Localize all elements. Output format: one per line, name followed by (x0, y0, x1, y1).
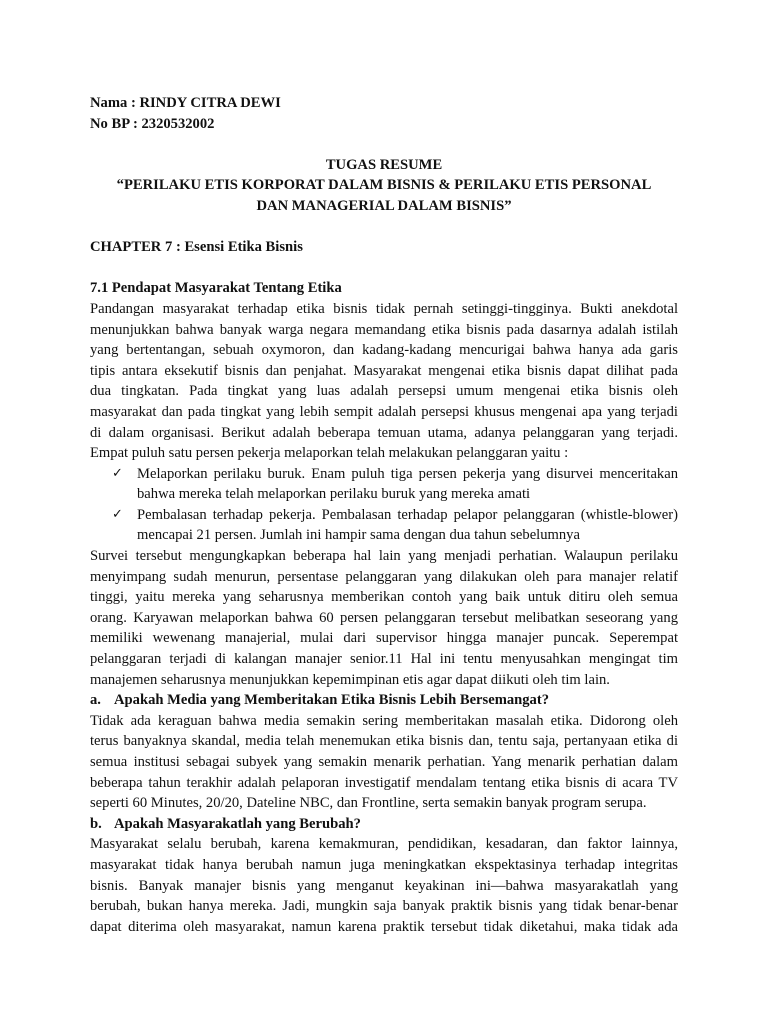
spacer (90, 217, 678, 238)
paragraph-line: menunjukkan bahwa banyak warga negara memandang etika bisnis pada dasarnya adalah istilah (90, 321, 678, 338)
subsection-a-heading (90, 690, 678, 711)
paragraph-line: yang bertentangan, sebuah oxymoron, dan kadang-kadang mencurigai bahwa hanya ada garis (90, 342, 678, 359)
paragraph-line: Pandangan masyarakat terhadap etika bisnis tidak pernah setinggi-tingginya. Bukti anekdotal (90, 300, 678, 317)
list-item-line: Pembalasan terhadap pekerja. Pembalasan terhadap pelapor pelanggaran (whistle-blower) (137, 506, 678, 523)
paragraph-line: masyarakat dan pada tingkat yang lebih sempit adalah persepsi khusus mengenai apa yang terjadi (90, 403, 678, 420)
paragraph-line: dapat diterima oleh masyarakat, namun karena praktik tersebut tidak diketahui, maka tidak ada (90, 918, 678, 935)
checkmark-icon: ✓ (112, 506, 123, 522)
paragraph-sub-a (90, 711, 678, 814)
subsection-title: Apakah Media yang Memberitakan Etika Bisnis Lebih Bersemangat? (114, 692, 550, 709)
spacer (90, 134, 678, 155)
paragraph-line: pelanggaran terjadi di kalangan manajer senior.11 Hal ini tentu menyusahkan mengingat tim (90, 651, 678, 668)
paragraph-line: berubah, bukan hanya mereka. Jadi, mungkin saja banyak praktik bisnis yang tidak benar-benar (90, 898, 678, 915)
list-item (90, 464, 678, 505)
paragraph-line: di dalam organisasi. Berikut adalah beberapa temuan utama, adanya pelanggaran yang terjadi. (90, 424, 678, 441)
paragraph-line: memiliki wewenang manajerial, mulai dari supervisor hingga manajer puncak. Seperempat (90, 630, 678, 647)
paragraph-line: Empat puluh satu persen pekerja melaporkan telah melakukan pelanggaran yaitu : (90, 445, 569, 462)
document-title-label: TUGAS RESUME (325, 156, 443, 173)
paragraph-line: bisnis. Banyak manajer bisnis yang menganut keyakinan ini—bahwa masyarakatlah yang (90, 877, 678, 894)
paragraph-line: orang. Karyawan melaporkan bahwa 60 persen pelanggaran tersebut melibatkan seseorang yang (90, 609, 678, 626)
paragraph-line: tipis antara eksekutif bisnis dan penjahat. Masyarakat mengenai etika bisnis dapat dilihat pada (90, 362, 678, 379)
paragraph-line: Masyarakat selalu berubah, karena kemakmuran, pendidikan, kesadaran, dan faktor lainnya, (90, 836, 678, 853)
paragraph-sub-b (90, 834, 678, 937)
paragraph-line: tinggi, yaitu mereka yang seharusnya memberikan contoh yang baik untuk ditiru oleh semua (90, 589, 678, 606)
list-item-line: mencapai 21 persen. Jumlah ini hampir sama dengan dua tahun sebelumnya (137, 527, 580, 544)
paragraph-line: terus banyaknya skandal, media telah menemukan etika bisnis dan, tentu saja, pertanyaan etika di (90, 733, 678, 750)
checklist (90, 464, 678, 546)
subsection-b-heading (90, 814, 678, 835)
spacer (90, 258, 678, 279)
student-name: Nama : RINDY CITRA DEWI (90, 95, 281, 111)
list-item-line: bahwa mereka telah melaporkan perilaku buruk yang mereka amati (137, 486, 531, 503)
paragraph-line: beberapa tahun terakhir adalah pelaporan investigatif mendalam tentang etika bisnis di acara TV (90, 774, 678, 791)
paragraph-line: manajemen seharusnya menunjukkan kepemimpinan etis agar dapat diikuti oleh tim lain. (90, 671, 610, 688)
subsection-label: a. (90, 692, 101, 709)
document-title-line-1: “PERILAKU ETIS KORPORAT DALAM BISNIS & PERILAKU ETIS PERSONAL (116, 177, 652, 194)
paragraph-2 (90, 546, 678, 690)
paragraph-line: Survei tersebut mengungkapkan beberapa hal lain yang menjadi perhatian. Walaupun perilaku (90, 548, 678, 565)
subsection-title: Apakah Masyarakatlah yang Berubah? (114, 815, 361, 832)
paragraph-line: dua tingkatan. Pada tingkat yang luas adalah persepsi umum mengenai etika bisnis oleh (90, 383, 678, 400)
chapter-heading: CHAPTER 7 : Esensi Etika Bisnis (90, 239, 303, 256)
checkmark-icon: ✓ (112, 465, 123, 481)
document-page (90, 93, 678, 937)
paragraph-line: masyarakat tidak hanya berubah namun juga meningkatkan ekspektasinya terhadap integritas (90, 856, 678, 873)
paragraph-line: seperti 60 Minutes, 20/20, Dateline NBC, dan Frontline, serta semakin banyak program serupa. (90, 795, 647, 812)
student-bp-number: No BP : 2320532002 (90, 115, 215, 132)
list-item-line: Melaporkan perilaku buruk. Enam puluh tiga persen pekerja yang disurvei menceritakan (137, 465, 678, 482)
list-item (90, 505, 678, 546)
document-title-line-2: DAN MANAGERIAL DALAM BISNIS” (256, 197, 512, 214)
section-heading: 7.1 Pendapat Masyarakat Tentang Etika (90, 280, 342, 297)
paragraph-line: menyimpang sudah menurun, persentase pelanggaran yang dilakukan oleh para manajer relatif (90, 568, 678, 585)
paragraph-line: Tidak ada keraguan bahwa media semakin sering memberitakan masalah etika. Didorong oleh (90, 712, 678, 729)
paragraph-1 (90, 299, 678, 464)
subsection-label: b. (90, 815, 102, 832)
paragraph-line: semua institusi sebagai subyek yang semakin menarik perhatian. Yang menarik perhatian dalam (90, 754, 678, 770)
